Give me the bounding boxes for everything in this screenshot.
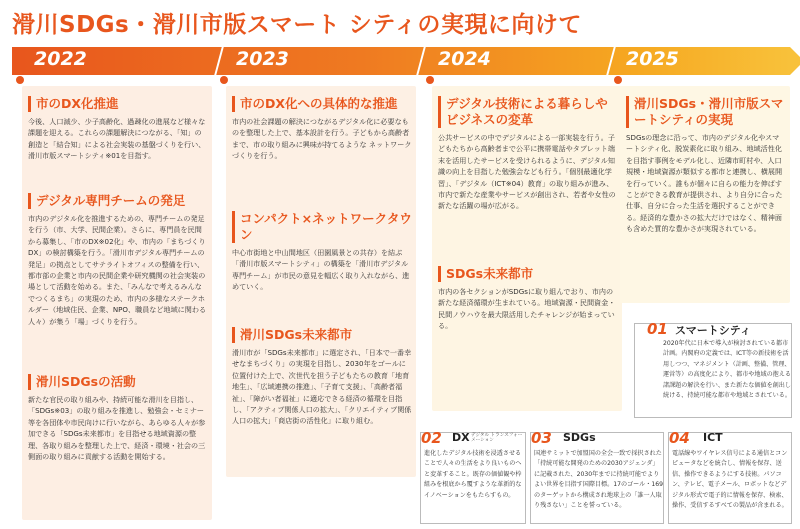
glossary-number: 01 bbox=[647, 320, 668, 338]
section-body: SDGsの理念に沿って、市内のデジタル化やスマートシティ化、脱炭素化に取り組み、地域活性化を目指す事例をモデル化し、近隣市町村や、人口規模・地域資源が類似する都市と連携し、横展開を行っていく。誰もが個々に自らの能力を伸ばすことができる教育が提供され、より自分に合った仕事、自分に合った生活を選択することができる。経済的な豊かさの拡大だけではなく、精神面も含めた質的な豊かさが実現されている。 bbox=[626, 133, 783, 234]
timeline-pin bbox=[220, 76, 228, 84]
section-sdgs-future-city-2024 bbox=[438, 266, 618, 332]
glossary-title: SDGs bbox=[563, 431, 596, 444]
section-body: 今後、人口減少、少子高齢化、過疎化の進展など様々な課題を迎える。これらの課題解決につながる、「知」の創造と「結合知」による社会実装の基盤づくりを行い、滑川市版スマートシティ※01を目指す。 bbox=[28, 117, 206, 161]
section-title: 滑川SDGs未来都市 bbox=[232, 327, 412, 343]
section-title: 市のDX化への具体的な推進 bbox=[232, 96, 412, 112]
section-title: デジタル専門チームの発足 bbox=[28, 193, 208, 209]
glossary-body: 進化したデジタル技術を浸透させることで人々の生活をより良いものへと変革すること。既存の価値観や枠組みを根底から覆すような革新的なイノベーションをもたらすもの。 bbox=[424, 450, 522, 499]
section-body: 市内のデジタル化を推進するための、専門チームの発足を行う（市、大学、民間企業）。さらに、専門員を民間から募集し、「市のDX※02化」や、市内の「まちづくりDX」の検討構築を行う。「滑川市デジタル専門チームの発足」の拠点としてサテライトオフィスの整備を行い、都市部の企業と市内の民間企業や研究機関の社会実装の場として活動を始める。また、「みんなで考えるみんなでつくるまち」の実現のため、市内の多様なステークホルダー（地域住民、企業、NPO、職員など地域に関わる人々）が集う「場」づくりを行う。 bbox=[28, 214, 207, 326]
section-title: 滑川SDGs・滑川市版スマートシティの実現 bbox=[626, 96, 786, 128]
timeline-arrow bbox=[790, 47, 800, 75]
section-smart-city-realization bbox=[626, 96, 786, 235]
glossary-title: ICT bbox=[703, 431, 723, 444]
glossary-body: 2020年代に日本で導入が検討されている都市計画。内閣府の定義では、ICT等の新技術を活用しつつ、マネジメント（計画、整備、管理、運営等）の高度化により、都市や地域の抱える諸課題の解決を行い、また新たな価値を創出し続ける、持続可能な都市や地域とされている。 bbox=[663, 340, 791, 400]
section-digital-team bbox=[28, 193, 208, 327]
glossary-body: 国連サミットで加盟国の全会一致で採択された「持続可能な開発のための2030アジェンダ」に記載された、2030年までに持続可能でよりよい世界を目指す国際目標。17のゴール・169のターゲットから構成され地球上の「誰一人取り残さない」ことを誓っている。 bbox=[534, 450, 663, 510]
glossary-title: スマートシティ bbox=[675, 324, 751, 337]
section-dx-concrete bbox=[232, 96, 412, 162]
section-title: SDGs未来都市 bbox=[438, 266, 618, 282]
section-body: 中心市街地と中山間地区（田園風景との共存）を結ぶ「滑川市版スマートシティ」の構築を「滑川市デジタル専門チーム」が市民の意見を幅広く取り入れながら、進めていく。 bbox=[232, 248, 410, 292]
glossary-number: 02 bbox=[421, 429, 442, 447]
section-body: 新たな官民の取り組みや、持続可能な滑川を目指し、「SDGs※03」の取り組みを推進し、勉強会・セミナー等を各団体や市民向けに行いながら、あらゆる人々が参加できる「SDGs未来都市」を目指せる地域資源の整理、各取り組みを整理した上で、経済・環境・社会の三側面の取り組みに貢献する活動を開始する。 bbox=[28, 395, 206, 462]
glossary-card-ict bbox=[668, 429, 792, 524]
section-body: 公共サービスの中でデジタルによる一部実装を行う。子どもたちから高齢者まで公平に携帯電話やタブレット端末を活用したサービスを受けられるように、デジタル知識の向上を目指した勉強会なども行う。「個別最適化学習」、「デジタル（ICT※04）教育」の取り組みが進み、市内で新たな産業やサービスが創出され、若者や女性の新たな活躍の場が広がる。 bbox=[438, 133, 616, 211]
section-body: 市内の社会課題の解決につながるデジタル化に必要なものを整理した上で、基本設計を行う。子どもから高齢者まで、市の取り組みに興味が持てるような ネットワークづくりを行う。 bbox=[232, 117, 412, 161]
year-2024: 2024 bbox=[438, 48, 491, 70]
glossary-card-smart-city bbox=[634, 320, 792, 418]
glossary-subtitle: デジタル トランスフォーメーション bbox=[471, 433, 523, 444]
glossary-body: 電話線やワイヤレス信号による通信とコンピュータなどを統合し、情報を保存、送信、操作できるようにする技術。パソコン、テレビ、電子メール、ロボットなどデジタル形式で電子的に情報を保存、検索、操作、受信するすべての製品が含まれる。 bbox=[672, 450, 788, 510]
section-dx-promotion bbox=[28, 96, 208, 162]
section-digital-transformation bbox=[438, 96, 618, 212]
year-2023: 2023 bbox=[236, 48, 289, 70]
year-2022: 2022 bbox=[34, 48, 87, 70]
timeline-pin bbox=[426, 76, 434, 84]
year-2025: 2025 bbox=[626, 48, 679, 70]
section-title: デジタル技術による暮らしやビジネスの変革 bbox=[438, 96, 618, 128]
section-title: コンパクト×ネットワークタウン bbox=[232, 211, 412, 243]
section-sdgs-future-city bbox=[232, 327, 412, 427]
glossary-number: 04 bbox=[669, 429, 690, 447]
section-sdgs-activity bbox=[28, 374, 208, 462]
page-title: 滑川SDGs・滑川市版スマート シティの実現に向けて bbox=[12, 12, 582, 38]
glossary-card-dx bbox=[420, 429, 526, 524]
section-title: 市のDX化推進 bbox=[28, 96, 208, 112]
timeline-pin bbox=[16, 76, 24, 84]
section-title: 滑川SDGsの活動 bbox=[28, 374, 208, 390]
glossary-title: DX bbox=[452, 431, 470, 444]
section-body: 市内の各セクションがSDGsに取り組んでおり、市内の新たな経済循環が生まれている。地域資源・民間資金・民間ノウハウを最大限活用したチャレンジが始まっている。 bbox=[438, 287, 616, 331]
glossary-card-sdgs bbox=[530, 429, 664, 524]
section-body: 滑川市が「SDGs未来都市」に選定され、「日本で一番幸せなまちづくり」の実現を目指し、2030年をゴールに位置付けた上で、次世代を担う子どもたちの教育「地育地生」、「広域連携の推進」、「子育て支援」、「高齢者福祉」、「障がい者福祉」に適応できる経済の循環を目指し、「アクティブ関係人口の拡大」、「クリエイティブ関係人口の拡大」「商店街の活性化」に取り組む。 bbox=[232, 348, 412, 426]
glossary-number: 03 bbox=[531, 429, 552, 447]
section-compact-network bbox=[232, 211, 412, 293]
timeline-pin bbox=[614, 76, 622, 84]
